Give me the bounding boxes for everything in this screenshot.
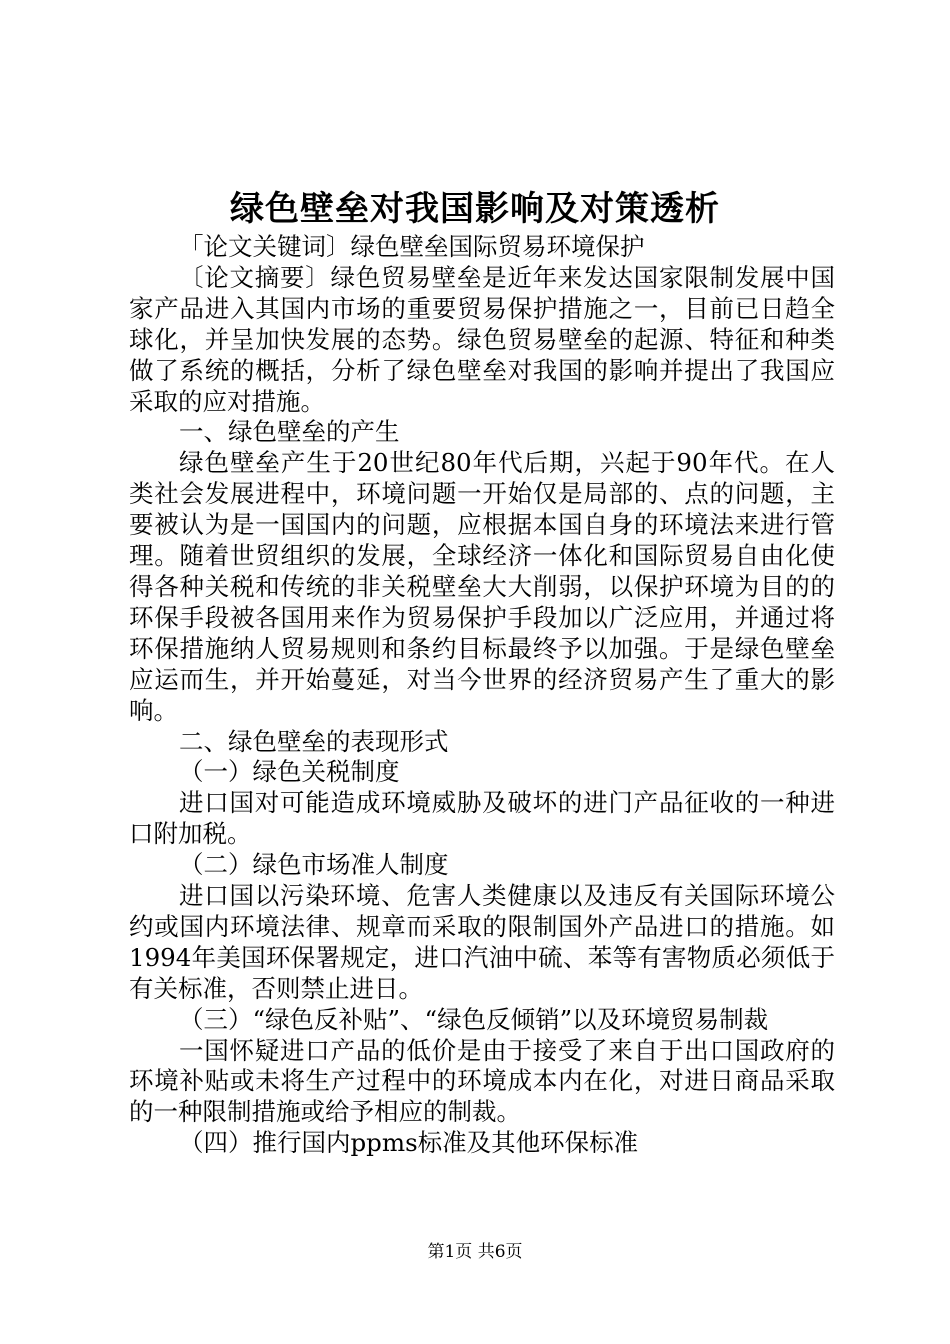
- subsection-heading-2: （二）绿色市场准人制度: [179, 850, 449, 880]
- body-paragraph: 进口国对可能造成环境威胁及破坏的进门产品征收的一种进口附加税。: [129, 788, 835, 849]
- document-title: 绿色壁垒对我国影响及对策透析: [230, 189, 720, 229]
- page-footer: 第1页 共6页: [427, 1242, 523, 1262]
- document-body: [129, 232, 835, 1159]
- section-heading-1: 一、绿色壁垒的产生: [179, 417, 400, 447]
- subsection-heading-4: （四）推行国内ppms标准及其他环保标准: [179, 1128, 639, 1158]
- body-paragraph: 进口国以污染环境、危害人类健康以及违反有关国际环境公约或国内环境法律、规章而采取的限制国外产品进口的措施。如1994年美国环保署规定，进口汽油中硫、苯等有害物质必须低于有关标准，否则禁止进日。: [129, 881, 835, 1003]
- keywords-paragraph: 「论文关键词〕绿色壁垒国际贸易环境保护: [179, 232, 645, 261]
- section-heading-2: 二、绿色壁垒的表现形式: [179, 726, 449, 756]
- body-paragraph: 绿色壁垒产生于20世纪80年代后期，兴起于90年代。在人类社会发展进程中，环境问题一开始仅是局部的、点的问题，主要被认为是一国国内的问题，应根据本国自身的环境法来进行管理。随着世贸组织的发展，全球经济一体化和国际贸易自由化使得各种关税和传统的非关税壁垒大大削弱，以保护环境为目的的环保手段被各国用来作为贸易保护手段加以广泛应用，并通过将环保措施纳人贸易规则和条约目标最终予以加强。于是绿色壁垒应运而生，并开始蔓延，对当今世界的经济贸易产生了重大的影响。: [129, 448, 835, 725]
- subsection-heading-3: （三）“绿色反补贴”、“绿色反倾销”以及环境贸易制裁: [179, 1004, 769, 1034]
- body-paragraph: 一国怀疑进口产品的低价是由于接受了来自于出口国政府的环境补贴或未将生产过程中的环境成本内在化，对进日商品采取的一种限制措施或给予相应的制裁。: [129, 1035, 835, 1127]
- subsection-heading-1: （一）绿色关税制度: [179, 757, 400, 787]
- abstract-paragraph: 〔论文摘要〕绿色贸易壁垒是近年来发达国家限制发展中国家产品进入其国内市场的重要贸易保护措施之一，目前已日趋全球化，并呈加快发展的态势。绿色贸易壁垒的起源、特征和种类做了系统的概括，分析了绿色壁垒对我国的影响并提出了我国应采取的应对措施。: [129, 262, 835, 416]
